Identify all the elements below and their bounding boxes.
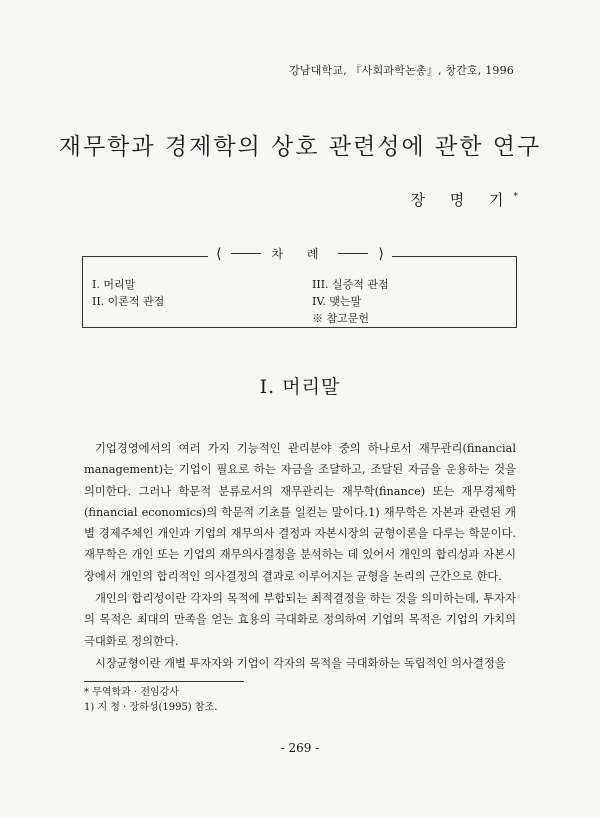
toc-item: IV. 맺는말 — [312, 295, 362, 308]
body-paragraph: 기업경영에서의 여러 가지 기능적인 관리분야 중의 하나로서 재무관리(financial management)는 기업이 필요로 하는 자금을 조달하고, 조달된 자금을 운용하는 것을 의미한다. 그러나 학문적 분류로서의 재무관리는 재무학(finance) 또는 재무경제학(financial economics)의 학문적 기초를 일컫는 말이다.1) 재무학은 자본과 관련된 개별 경제주체인 개인과 기업의 재무의사 결정과 자본시장의 균형이론을 다루는 학문이다. 재무학은 개인 또는 기업의 재무의사결정을 분석하는 데 있어서 개인의 합리성과 자본시장에서 개인의 합리적인 의사결정의 결과로 이루어지는 균형을 논리의 근간으로 한다. — [84, 442, 516, 583]
toc-heading-text: 차 례 — [271, 247, 329, 261]
footnote: 1) 지 청 · 장하성(1995) 참조. — [84, 702, 218, 713]
toc-left-column — [92, 276, 164, 310]
body-paragraph: 시장균형이란 개별 투자자와 기업이 각자의 목적을 극대화하는 독립적인 의사결정을 — [95, 656, 506, 670]
footnote-rule — [84, 681, 244, 682]
toc-item: I. 머리말 — [92, 278, 136, 291]
footnote: * 무역학과 · 전임강사 — [84, 687, 179, 698]
author-name: 장 명 기 — [410, 191, 514, 209]
toc-item: III. 실증적 관점 — [312, 278, 389, 291]
author — [410, 189, 518, 210]
body-text — [84, 438, 516, 675]
paper-title: 재무학과 경제학의 상호 관련성에 관한 연구 — [58, 134, 542, 160]
toc-heading-right-rule — [339, 253, 369, 254]
footnotes — [84, 685, 217, 715]
section-heading: I. 머리말 — [259, 376, 341, 398]
toc-item: ※ 참고문헌 — [312, 312, 370, 325]
toc-right-column — [312, 276, 389, 327]
page-number: - 269 - — [280, 741, 320, 755]
toc-item: II. 이론적 관점 — [92, 295, 165, 308]
toc-heading-left-bracket: ⟨ — [216, 245, 222, 262]
journal-source: 강남대학교, 『사회과학논총』, 창간호, 1996 — [289, 64, 514, 77]
toc-heading-left-rule — [232, 253, 262, 254]
body-paragraph: 개인의 합리성이란 각자의 목적에 부합되는 최적결정을 하는 것을 의미하는데, 투자자의 목적은 최대의 만족을 얻는 효용의 극대화로 정의하여 기업의 목적은 기업의 가치의 극대화로 정의한다. — [84, 592, 516, 648]
author-footnote-mark: * — [513, 192, 518, 202]
toc-heading — [208, 245, 392, 262]
toc-heading-right-bracket: ⟩ — [378, 245, 384, 262]
